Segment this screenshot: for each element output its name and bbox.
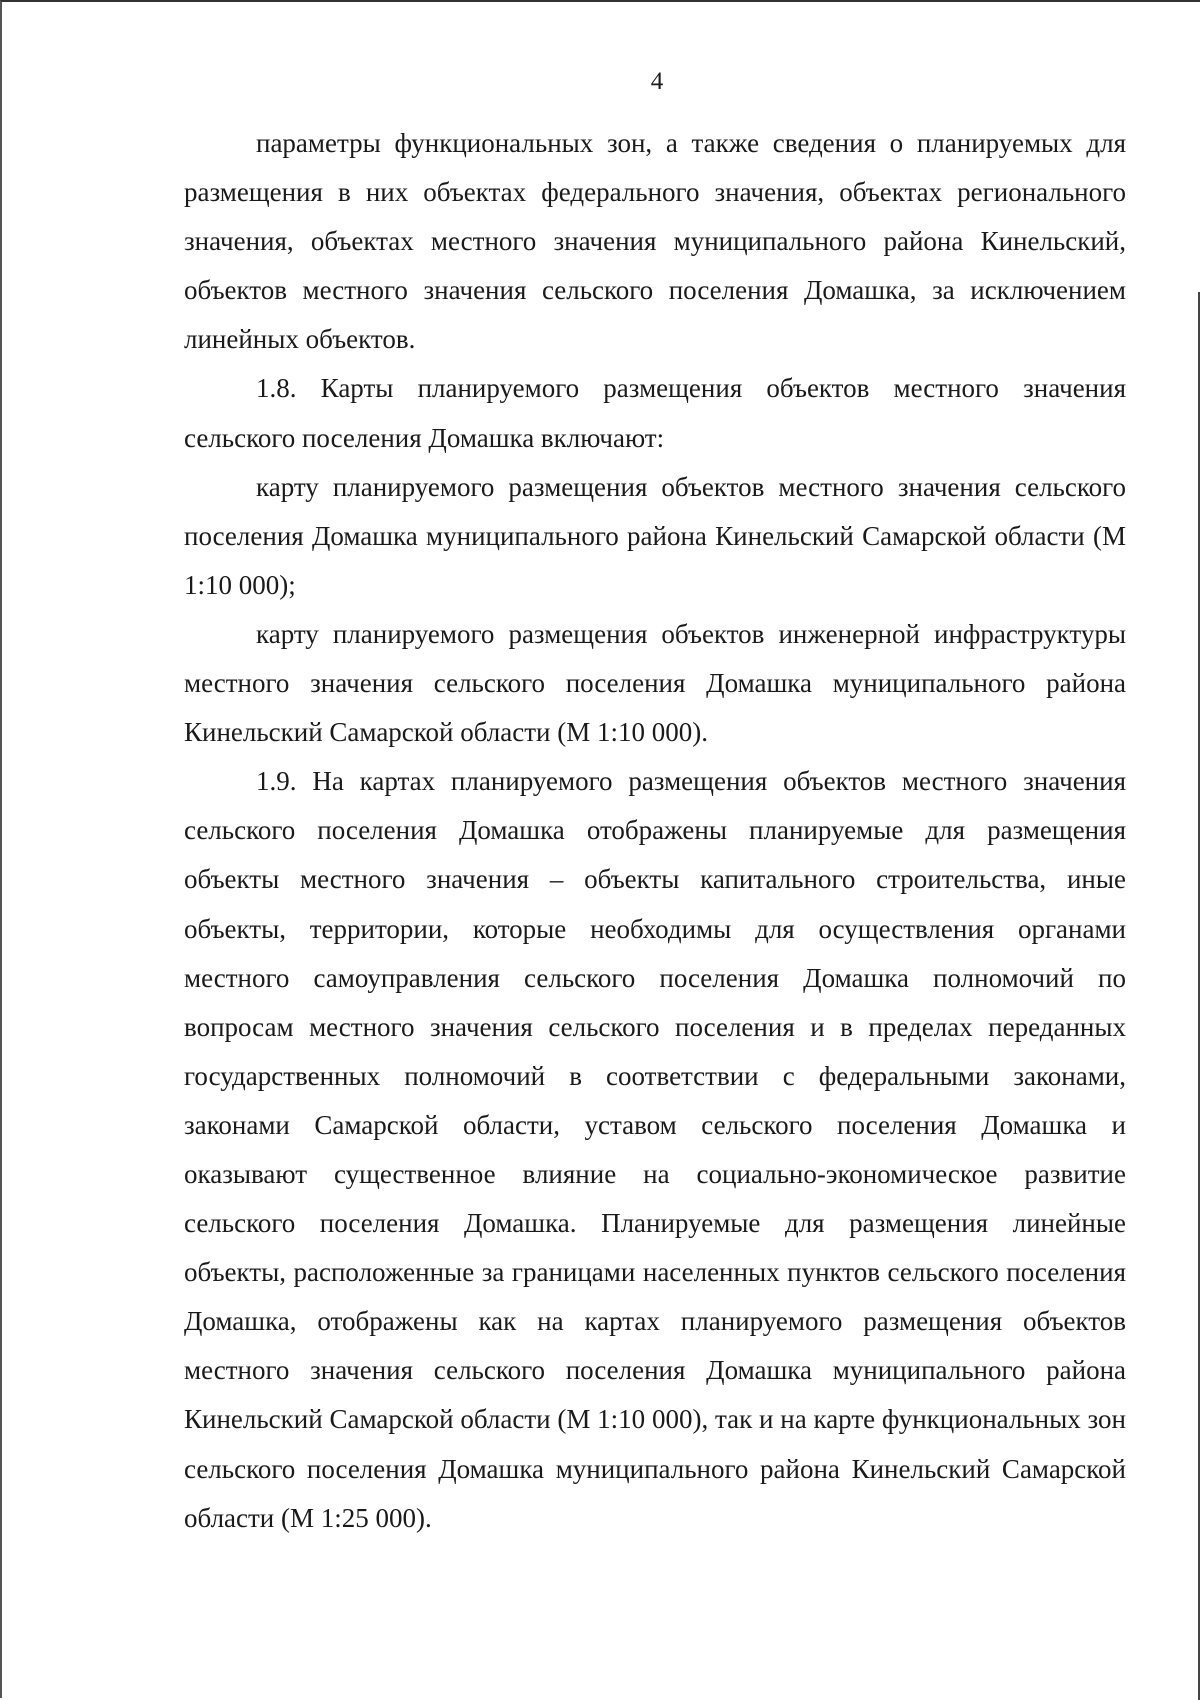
paragraph-1-9: 1.9. На картах планируемого размещения объектов местного значения сельского поселения Домашка отображены планируемые для размещения объекты местного значения – объекты капитального строительства, иные объекты, территории, которые необходимы для осуществления органами местного самоуправления сельского поселения Домашка полномочий по вопросам местного значения сельского поселения и в пределах переданных государственных полномочий в соответствии с федеральными законами, законами Самарской области, уставом сельского поселения Домашка и оказывают существенное влияние на социально-экономическое развитие сельского поселения Домашка. Планируемые для размещения линейные объекты, расположенные за границами населенных пунктов сельского поселения Домашка, отображены как на картах планируемого размещения объектов местного значения сельского поселения Домашка муниципального района Кинельский Самарской области (М 1:10 000), так и на карте функциональных зон сельского поселения Домашка муниципального района Кинельский Самарской области (М 1:25 000).: [184, 766, 1126, 1533]
paragraph-1-8: 1.8. Карты планируемого размещения объектов местного значения сельского поселения Домашка включают:: [184, 373, 1126, 453]
paragraph-map-infrastructure: карту планируемого размещения объектов инженерной инфраструктуры местного значения сельского поселения Домашка муниципального района Кинельский Самарской области (М 1:10 000).: [184, 618, 1126, 748]
paragraph-continuation: параметры функциональных зон, а также сведения о планируемых для размещения в них объектах федерального значения, объектах регионального значения, объектах местного значения муниципального района Кинельский, объектов местного значения сельского поселения Домашка, за исключением линейных объектов.: [184, 128, 1126, 355]
page-number: 4: [650, 68, 664, 95]
paragraph-map-local: карту планируемого размещения объектов местного значения сельского поселения Домашка муниципального района Кинельский Самарской области (М 1:10 000);: [184, 471, 1126, 600]
document-body: [184, 119, 1126, 1543]
